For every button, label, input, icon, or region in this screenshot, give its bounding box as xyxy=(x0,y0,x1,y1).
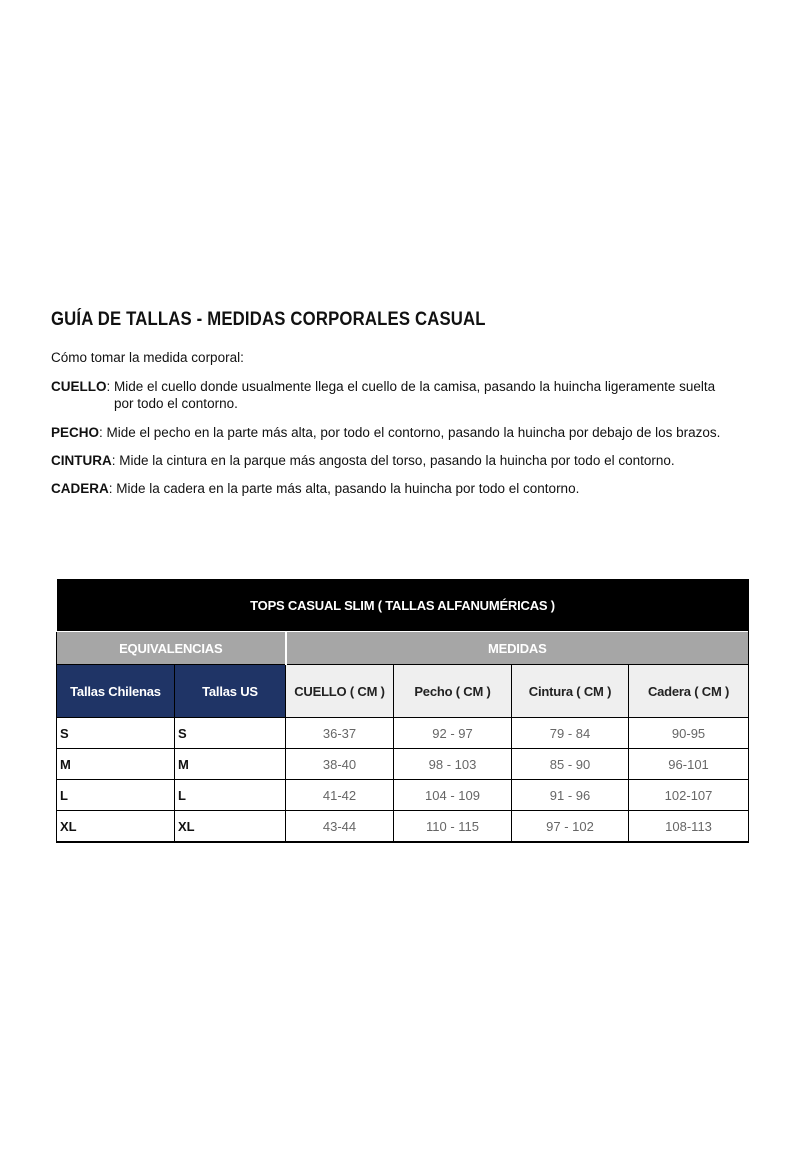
column-header: Cintura ( CM ) xyxy=(512,665,629,718)
column-header: Tallas US xyxy=(175,665,286,718)
table-cell: 41-42 xyxy=(286,780,394,811)
definition-term: PECHO xyxy=(51,425,100,440)
table-cell: 108-113 xyxy=(629,811,749,843)
definition-pecho: PECHO: Mide el pecho en la parte más alta, por todo el contorno, pasando la huincha por debajo de los brazos. xyxy=(51,425,721,440)
table-cell: L xyxy=(175,780,286,811)
group-header-equivalencias: EQUIVALENCIAS xyxy=(57,632,286,665)
table-cell: XL xyxy=(57,811,175,843)
table-cell: 104 - 109 xyxy=(394,780,512,811)
group-header-medidas: MEDIDAS xyxy=(286,632,749,665)
column-header: Tallas Chilenas xyxy=(57,665,175,718)
table-cell: XL xyxy=(175,811,286,843)
definition-text: Mide la cadera en la parte más alta, pasando la huincha por todo el contorno. xyxy=(116,481,580,496)
column-header: Cadera ( CM ) xyxy=(629,665,749,718)
definition-text-continuation: por todo el contorno. xyxy=(114,396,238,411)
definition-cintura: CINTURA: Mide la cintura en la parque más angosta del torso, pasando la huincha por todo el contorno. xyxy=(51,453,675,468)
table-cell: M xyxy=(175,749,286,780)
table-cell: 91 - 96 xyxy=(512,780,629,811)
table-cell: 38-40 xyxy=(286,749,394,780)
table-cell: 110 - 115 xyxy=(394,811,512,843)
table-title: TOPS CASUAL SLIM ( TALLAS ALFANUMÉRICAS ) xyxy=(57,579,749,632)
table-cell: 79 - 84 xyxy=(512,718,629,749)
table-cell: 98 - 103 xyxy=(394,749,512,780)
page-title: GUÍA DE TALLAS - MEDIDAS CORPORALES CASUAL xyxy=(51,309,486,330)
table-cell: 43-44 xyxy=(286,811,394,843)
table-cell: 97 - 102 xyxy=(512,811,629,843)
column-header: Pecho ( CM ) xyxy=(394,665,512,718)
table-cell: S xyxy=(57,718,175,749)
definition-term: CADERA xyxy=(51,481,109,496)
table-cell: 102-107 xyxy=(629,780,749,811)
table-row xyxy=(57,811,749,843)
column-header: CUELLO ( CM ) xyxy=(286,665,394,718)
definition-term: CUELLO xyxy=(51,379,107,394)
table-row xyxy=(57,718,749,749)
definition-text: Mide el pecho en la parte más alta, por todo el contorno, pasando la huincha por debajo de los brazos. xyxy=(106,425,721,440)
intro-text: Cómo tomar la medida corporal: xyxy=(51,350,244,365)
table-cell: L xyxy=(57,780,175,811)
table-row xyxy=(57,780,749,811)
table-cell: 96-101 xyxy=(629,749,749,780)
table-cell: S xyxy=(175,718,286,749)
table-cell: 36-37 xyxy=(286,718,394,749)
definition-cadera: CADERA: Mide la cadera en la parte más alta, pasando la huincha por todo el contorno. xyxy=(51,481,580,496)
size-table xyxy=(56,579,749,843)
table-row xyxy=(57,749,749,780)
table-cell: 85 - 90 xyxy=(512,749,629,780)
definition-text: Mide el cuello donde usualmente llega el cuello de la camisa, pasando la huincha ligeramente suelta xyxy=(114,379,716,394)
table-cell: 92 - 97 xyxy=(394,718,512,749)
definition-term: CINTURA xyxy=(51,453,112,468)
definition-cuello: CUELLO: Mide el cuello donde usualmente llega el cuello de la camisa, pasando la huincha ligeramente suelta por todo el contorno. xyxy=(51,378,761,412)
definition-text: Mide la cintura en la parque más angosta del torso, pasando la huincha por todo el contorno. xyxy=(119,453,675,468)
table-cell: 90-95 xyxy=(629,718,749,749)
table-cell: M xyxy=(57,749,175,780)
